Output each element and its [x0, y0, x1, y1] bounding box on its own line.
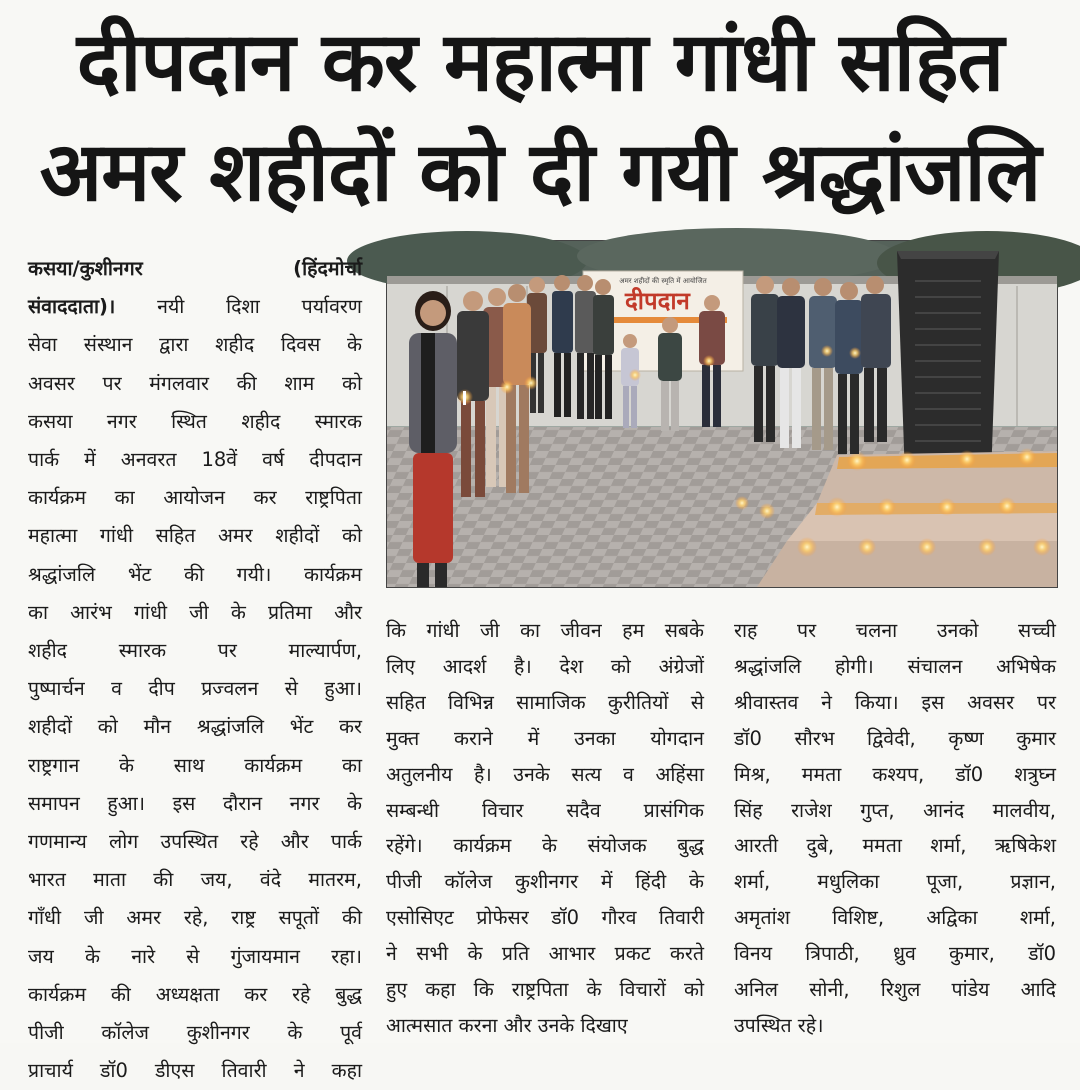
- article-line: राष्ट्रगान के साथ कार्यक्रम का: [28, 753, 362, 777]
- article-line: सहित विभिन्न सामाजिक कुरीतियों से: [386, 690, 704, 714]
- article-line: भारत माता की जय, वंदे मातरम,: [28, 868, 362, 892]
- article-line: सम्बन्धी विचार सदैव प्रासंगिक: [386, 798, 704, 822]
- article-line: संवाददाता)। नयी दिशा पर्यावरण: [28, 295, 362, 319]
- article-line: उपस्थित रहे।: [734, 1013, 824, 1037]
- banner-main-text: दीपदान: [625, 287, 690, 315]
- article-line: अवसर पर मंगलवार की शाम को: [28, 371, 362, 395]
- article-line: शहीद स्मारक पर माल्यार्पण,: [28, 639, 362, 662]
- article-line: सिंह राजेश गुप्त, आनंद मालवीय,: [734, 798, 1056, 822]
- article-line: मिश्र, ममता कश्यप, डॉ0 शत्रुघ्न: [734, 762, 1056, 786]
- article-line: समापन हुआ। इस दौरान नगर के: [28, 791, 362, 815]
- article-line: कार्यक्रम की अध्यक्षता कर रहे बुद्ध: [28, 982, 362, 1006]
- article-line: पीजी कॉलेज कुशीनगर में हिंदी के: [386, 870, 704, 894]
- article-line: जय के नारे से गुंजायमान रहा।: [28, 944, 362, 968]
- article-line: अतुलनीय है। उनके सत्य व अहिंसा: [386, 762, 704, 786]
- dateline-text: संवाददाता)।: [28, 295, 116, 319]
- article-line: सेवा संस्थान द्वारा शहीद दिवस के: [28, 333, 362, 357]
- article-line: आरती दुबे, ममता शर्मा, ऋषिकेश: [734, 834, 1056, 858]
- article-line: कार्यक्रम का आयोजन कर राष्ट्रपिता: [28, 486, 362, 510]
- article-line: महात्मा गांधी सहित अमर शहीदों को: [28, 524, 362, 548]
- article-line: शर्मा, मधुलिका पूजा, प्रज्ञान,: [734, 870, 1056, 894]
- article-line: गाँधी जी अमर रहे, राष्ट्र सपूतों की: [28, 906, 362, 930]
- banner-top-text: अमर शहीदों की स्मृति में आयोजित: [619, 277, 707, 285]
- article-line: हुए कहा कि राष्ट्रपिता के विचारों को: [386, 978, 704, 1001]
- article-line: अमृतांश विशिष्ट, अद्विका शर्मा,: [734, 906, 1056, 930]
- article-line: राह पर चलना उनको सच्ची: [734, 619, 1056, 642]
- article-line: शहीदों को मौन श्रद्धांजलि भेंट कर: [28, 715, 362, 739]
- dateline-text: कसया/कुशीनगर (हिंदमोर्चा: [28, 257, 362, 280]
- headline-line-2: अमर शहीदों को दी गयी श्रद्धांजलि: [39, 125, 1041, 220]
- article-line: का आरंभ गांधी जी के प्रतिमा और: [28, 600, 362, 624]
- article-line: श्रीवास्तव ने किया। इस अवसर पर: [734, 690, 1056, 714]
- article-line: कसया नगर स्थित शहीद स्मारक: [28, 409, 362, 433]
- headline-line-1: दीपदान कर महात्मा गांधी सहित: [76, 15, 1004, 110]
- article-line: आत्मसात करना और उनके दिखाए: [386, 1013, 628, 1037]
- article-line: मुक्त कराने में उनका योगदान: [386, 726, 704, 750]
- article-line: अनिल सोनी, रिशुल पांडेय आदि: [734, 978, 1056, 1001]
- event-photo: [386, 240, 1058, 588]
- article-line: श्रद्धांजलि भेंट की गयी। कार्यक्रम: [28, 562, 362, 586]
- article-line: [28, 250, 362, 288]
- article-line: गणमान्य लोग उपस्थित रहे और पार्क: [28, 830, 362, 853]
- article-line: पार्क में अनवरत 18वें वर्ष दीपदान: [28, 448, 362, 471]
- article-line: श्रद्धांजलि होगी। संचालन अभिषेक: [734, 654, 1056, 678]
- article-line: ने सभी के प्रति आभार प्रकट करते: [386, 942, 704, 966]
- article-line: एसोसिएट प्रोफेसर डॉ0 गौरव तिवारी: [386, 906, 704, 930]
- article-line: रहेंगे। कार्यक्रम के संयोजक बुद्ध: [386, 834, 704, 858]
- article-line: पुष्पार्चन व दीप प्रज्वलन से हुआ।: [28, 677, 362, 701]
- article-line: प्राचार्य डॉ0 डीएस तिवारी ने कहा: [28, 1059, 362, 1083]
- article-line: कि गांधी जी का जीवन हम सबके: [386, 619, 704, 642]
- article-line: लिए आदर्श है। देश को अंग्रेजों: [386, 654, 704, 678]
- article-line: डॉ0 सौरभ द्विवेदी, कृष्ण कुमार: [734, 726, 1056, 750]
- article-line: पीजी कॉलेज कुशीनगर के पूर्व: [28, 1021, 362, 1044]
- article-line: विनय त्रिपाठी, ध्रुव कुमार, डॉ0: [734, 942, 1056, 966]
